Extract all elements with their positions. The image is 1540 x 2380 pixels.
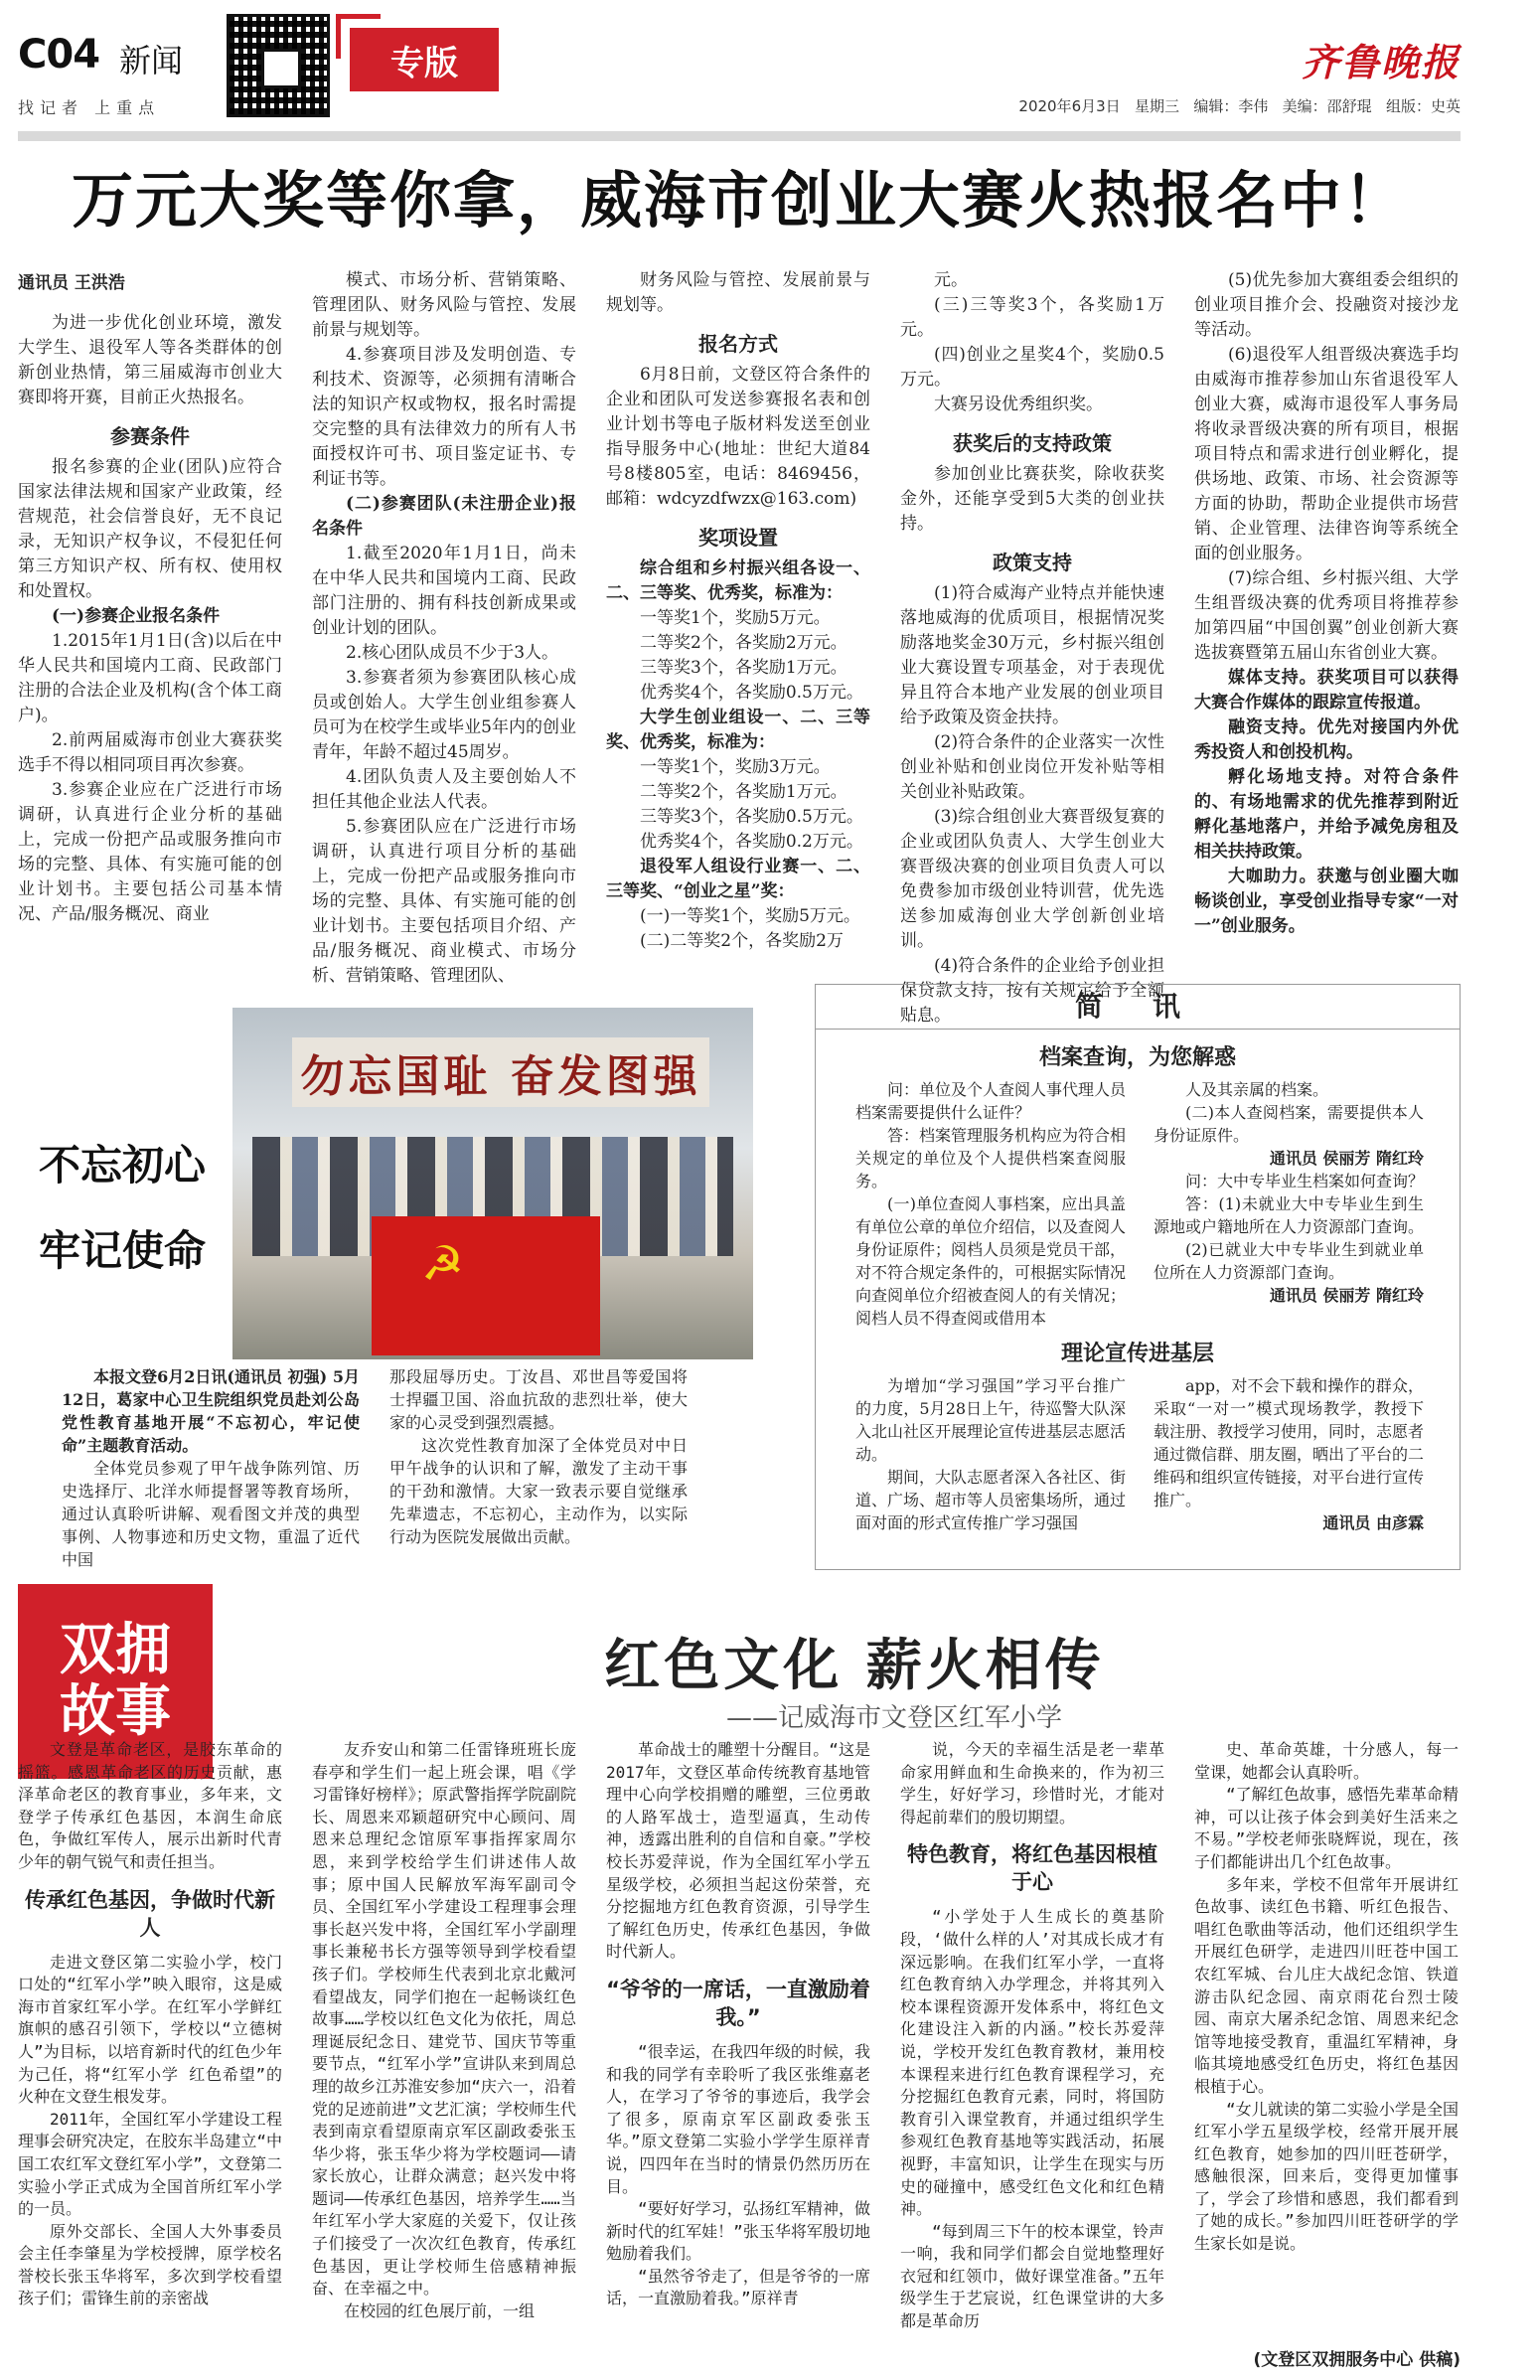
article-paragraph: “要好好学习，弘扬红军精神，做新时代的红军娃！”张玉华将军殷切地勉励着我们。 xyxy=(606,2199,870,2264)
article-paragraph: 优秀奖4个，各奖励0.2万元。 xyxy=(640,832,863,852)
article-column xyxy=(1194,1739,1459,2325)
article-paragraph: (四)创业之星奖4个，奖励0.5万元。 xyxy=(900,345,1164,390)
article-paragraph: 大咖助力。获邀与创业圈大咖畅谈创业，享受创业指导专家“一对一”创业服务。 xyxy=(1194,867,1459,936)
article-byline: 通讯员 王洪浩 xyxy=(18,273,125,293)
article-column xyxy=(606,268,870,964)
subheading: 特色教育，将红色基因根植于心 xyxy=(907,1842,1157,1895)
masthead xyxy=(18,14,1461,131)
masthead-tagline: 找记者 上重点 xyxy=(18,98,161,117)
article-column xyxy=(312,268,576,986)
article-paragraph: 3.参赛者须为参赛团队核心成员或创始人。大学生创业组参赛人员可为在校学生或毕业5年内的创业青年，年龄不超过45周岁。 xyxy=(312,668,576,762)
article-paragraph: (5)优先参加大赛组委会组织的创业项目推介会、投融资对接沙龙等活动。 xyxy=(1194,270,1459,340)
story-subtitle: ——记威海市文登区红军小学 xyxy=(725,1703,1062,1733)
photo-story-title-line: 不忘初心 xyxy=(38,1141,206,1190)
main-headline: 万元大奖等你拿，威海市创业大赛火热报名中！ xyxy=(71,164,1407,237)
story-body xyxy=(18,1739,1461,2345)
article-paragraph: “每到周三下午的校本课堂，铃声一响，我和同学们都会自觉地整理好衣冠和红领巾，做好课堂准备。”五年级学生于艺宸说，红色课堂讲的大多都是革命历 xyxy=(900,2221,1164,2331)
brief-item-body xyxy=(855,1078,1442,1327)
article-paragraph: 1.截至2020年1月1日，尚未在中华人民共和国境内工商、民政部门注册的、拥有科技创新成果或创业计划的团队。 xyxy=(312,544,576,638)
brief-item-title: 理论宣传进基层 xyxy=(1060,1342,1214,1366)
article-paragraph: “虽然爷爷走了，但是爷爷的一席话，一直激励着我。”原祥青 xyxy=(606,2266,870,2308)
article-paragraph: (一)一等奖1个，奖励5万元。 xyxy=(640,906,860,926)
article-paragraph: (2)已就业大中专毕业生到就业单位所在人力资源部门查询。 xyxy=(1154,1240,1424,1282)
article-paragraph: 答：(1)未就业大中专毕业生到生源地或户籍地所在人力资源部门查询。 xyxy=(1154,1194,1425,1236)
article-paragraph: 6月8日前，文登区符合条件的企业和团队可发送参赛报名表和创业计划书等电子版材料发送至创业指导服务中心(地址：世纪大道84号8楼805室，电话：8469456，邮箱：wdcyzdfwzx@163.com) xyxy=(606,365,870,509)
article-column xyxy=(855,1374,1126,1563)
article-column xyxy=(389,1365,688,1564)
article-column xyxy=(606,1739,870,2345)
section-heading: 参赛条件 xyxy=(110,424,190,448)
group-photo xyxy=(232,1008,753,1359)
photo-banner-text: 勿忘国耻 奋发图强 xyxy=(292,1037,709,1107)
article-paragraph: (二)参赛团队(未注册企业)报名条件 xyxy=(312,494,576,539)
story-credit: (文登区双拥服务中心 供稿) xyxy=(1253,2350,1461,2370)
article-paragraph: (一)参赛企业报名条件 xyxy=(52,606,221,626)
article-paragraph: 退役军人组设行业赛一、二、三等奖、“创业之星”奖： xyxy=(606,857,870,901)
article-paragraph: (3)综合组创业大赛晋级复赛的企业或团队负责人、大学生创业大赛晋级决赛的创业项目负责人可以免费参加市级创业特训营，优先选送参加威海创业大学创新创业培训。 xyxy=(900,807,1164,951)
brief-item-body xyxy=(855,1374,1442,1563)
article-column xyxy=(18,268,282,964)
article-paragraph: (2)符合条件的企业落实一次性创业补贴和创业岗位开发补贴等相关创业补贴政策。 xyxy=(900,732,1164,802)
editor-credit: 编辑：李伟 xyxy=(1193,97,1269,115)
article-column xyxy=(312,1739,576,2345)
article-paragraph: 财务风险与管控、发展前景与规划等。 xyxy=(606,270,870,315)
article-paragraph: (1)符合威海产业特点并能快速落地威海的优质项目，根据情况奖励落地奖金30万元，乡村振兴组创业大赛设置专项基金，对于表现优异且符合本地产业发展的创业项目给予政策及资金扶持。 xyxy=(900,583,1164,727)
article-paragraph: 三等奖3个，各奖励1万元。 xyxy=(640,658,847,678)
section-heading: 政策支持 xyxy=(993,551,1072,574)
article-column xyxy=(1194,268,1459,964)
article-paragraph: 一等奖1个，奖励5万元。 xyxy=(640,608,831,628)
article-paragraph: 报名参赛的企业(团队)应符合国家法律法规和国家产业政策，经营规范，社会信誉良好，无不良记录，无知识产权争议，不侵犯任何第三方知识产权、所有权、使用权和处置权。 xyxy=(18,457,282,601)
article-paragraph: 优秀奖4个，各奖励0.5万元。 xyxy=(640,683,863,703)
article-column xyxy=(62,1365,360,1569)
article-paragraph: 期间，大队志愿者深入各社区、街道、广场、超市等人员密集场所，通过面对面的形式宣传推广学习强国 xyxy=(855,1468,1127,1532)
article-paragraph: 二等奖2个，各奖励1万元。 xyxy=(640,782,847,802)
section-heading: 奖项设置 xyxy=(698,526,778,550)
qr-code-icon xyxy=(227,14,330,117)
correspondent-credit: 通讯员 由彦霖 xyxy=(1322,1513,1424,1532)
article-paragraph: 孵化场地支持。对符合条件的、有场地需求的优先推荐到附近孵化基地落户，并给予减免房租及相关扶持政策。 xyxy=(1194,767,1459,862)
article-paragraph: 大赛另设优秀组织奖。 xyxy=(934,395,1103,414)
photo-story-lead: 本报文登6月2日讯(通讯员 初强) 5月12日，葛家中心卫生院组织党员赴刘公岛党性教育基地开展“不忘初心，牢记使命”主题教育活动。 xyxy=(62,1367,360,1455)
article-column xyxy=(1154,1374,1424,1563)
brief-item-title: 档案查询，为您解惑 xyxy=(1038,1045,1236,1070)
layout-credit: 组版：史英 xyxy=(1385,97,1461,115)
article-paragraph: 答：档案管理服务机构应为符合相关规定的单位及个人提供档案查阅服务。 xyxy=(855,1126,1127,1190)
article-column xyxy=(900,1739,1164,2345)
article-paragraph: 原外交部长、全国人大外事委员会主任李肇星为学校授牌，原学校名誉校长张玉华将军，多次到学校看望孩子们；雷锋生前的亲密战 xyxy=(18,2221,282,2308)
article-paragraph: 问：单位及个人查阅人事代理人员档案需要提供什么证件？ xyxy=(855,1080,1127,1122)
article-paragraph: 5.参赛团队应在广泛进行市场调研，认真进行项目分析的基础上，完成一份把产品或服务推向市场的完整、具体、有实施可能的创业计划书。主要包括项目介绍、产品/服务概况、商业模式、市场分析、营销策略、管理团队、 xyxy=(312,817,576,986)
article-paragraph: 人及其亲属的档案。 xyxy=(1185,1080,1329,1099)
badge-line: 故事 xyxy=(60,1679,171,1744)
section-heading: 报名方式 xyxy=(698,332,778,356)
article-paragraph: 模式、市场分析、营销策略、管理团队、财务风险与管控、发展前景与规划等。 xyxy=(312,270,576,340)
designer-credit: 美编：邵舒琨 xyxy=(1282,97,1372,115)
article-column xyxy=(1154,1078,1424,1327)
article-paragraph: 综合组和乡村振兴组各设一、二、三等奖、优秀奖，标准为： xyxy=(606,558,870,603)
article-paragraph: 为增加“学习强国”学习平台推广的力度，5月28日上午，待巡警大队深入北山社区开展理论宣传进基层志愿活动。 xyxy=(855,1376,1127,1464)
article-paragraph: 在校园的红色展厅前，一组 xyxy=(344,2301,536,2320)
article-paragraph: 史、革命英雄，十分感人，每一堂课，她都会认真聆听。 xyxy=(1194,1740,1459,1782)
article-paragraph: 参加创业比赛获奖，除收获奖金外，还能享受到5大类的创业扶持。 xyxy=(900,464,1164,534)
masthead-divider xyxy=(18,131,1461,141)
subheading: “爷爷的一席话，一直激励着我。” xyxy=(606,1977,870,2029)
photo-story-title-line: 牢记使命 xyxy=(38,1226,206,1275)
article-paragraph: (7)综合组、乡村振兴组、大学生组晋级决赛的优秀项目将推荐参加第四届“中国创翼”创业创新大赛选拔赛暨第五届山东省创业大赛。 xyxy=(1194,568,1459,663)
badge-line: 双拥 xyxy=(60,1618,171,1683)
page-number: C04 xyxy=(18,32,100,78)
article-paragraph: 2011年，全国红军小学建设工程理事会研究决定，在胶东半岛建立“中国工农红军文登红军小学”，文登第二实验小学正式成为全国首所红军小学的一员。 xyxy=(18,2109,282,2219)
article-paragraph: (二)二等奖2个，各奖励2万 xyxy=(640,931,844,951)
article-paragraph: “了解红色故事，感悟先辈革命精神，可以让孩子体会到美好生活来之不易。”学校老师张晓辉说，现在，孩子们都能讲出几个红色故事。 xyxy=(1194,1785,1459,1871)
article-paragraph: (6)退役军人组晋级决赛选手均由威海市推荐参加山东省退役军人创业大赛，威海市退役军人事务局将收录晋级决赛的所有项目，根据项目特点和需求进行创业孵化，提供场地、政策、市场、社会资源等方面的协助，帮助企业提供市场营销、企业管理、法律咨询等系统全面的创业服务。 xyxy=(1194,345,1459,563)
photo-story-title xyxy=(18,1133,227,1278)
newspaper-brand-logo: 齐鲁晚报 xyxy=(1301,40,1461,84)
subheading: 传承红色基因，争做时代新人 xyxy=(25,1887,275,1940)
article-paragraph: 二等奖2个，各奖励2万元。 xyxy=(640,633,847,653)
correspondent-credit: 通讯员 侯丽芳 隋红玲 xyxy=(1269,1286,1424,1305)
article-paragraph: 4.团队负责人及主要创始人不担任其他企业法人代表。 xyxy=(312,767,576,812)
special-edition-label: 专版 xyxy=(350,28,499,91)
article-column xyxy=(18,1739,282,2345)
article-paragraph: (4)符合条件的企业给予创业担保贷款支持，按有关规定给予全额贴息。 xyxy=(900,956,1164,1026)
edition-meta xyxy=(1018,95,1461,116)
photo-story-paragraph: 那段屈辱历史。丁汝昌、邓世昌等爱国将士捍疆卫国、浴血抗敌的悲烈壮举，使大家的心灵受到强烈震撼。 xyxy=(389,1367,688,1432)
article-paragraph: 多年来，学校不但常年开展讲红色故事、读红色书籍、听红色报告、唱红色歌曲等活动，他们还组织学生开展红色研学，走进四川旺苍中国工农红军城、台儿庄大战纪念馆、铁道游击队纪念园、南京雨花台烈士陵园、南京大屠杀纪念馆、周恩来纪念馆等地接受教育，重温红军精神，身临其境地感受红色历史，将红色基因根植于心。 xyxy=(1194,1874,1459,2096)
issue-weekday: 星期三 xyxy=(1135,97,1180,115)
article-paragraph: 三等奖3个，各奖励0.5万元。 xyxy=(640,807,863,827)
article-paragraph: 一等奖1个，奖励3万元。 xyxy=(640,757,831,777)
article-paragraph: “女儿就读的第二实验小学是全国红军小学五星级学校，经常开展开展红色教育，她参加的四川旺苍研学，感触很深，回来后，变得更加懂事了，学会了珍惜和感恩，我们都看到了她的成长。”参加四川旺苍研学的学生家长如是说。 xyxy=(1194,2099,1459,2254)
brief-heading: 简 讯 xyxy=(1075,990,1200,1023)
article-paragraph: “小学处于人生成长的奠基阶段，‘做什么样的人’对其成长成才有深远影响。在我们红军小学，一直将红色教育纳入办学理念，并将其列入校本课程资源开发体系中，将红色文化建设注入新的内涵。”校长苏爱萍说，学校开发红色教育教材，兼用校本课程来进行红色教育课程学习，充分挖掘红色教育元素，同时，将国防教育引入课堂教育，并通过组织学生参观红色教育基地等实践活动，拓展视野，丰富知识，让学生在现实与历史的碰撞中，感受红色文化和红色精神。 xyxy=(900,1907,1164,2219)
article-paragraph: 为进一步优化创业环境，激发大学生、退役军人等各类群体的创新创业热情，第三届威海市创业大赛即将开赛，目前正火热报名。 xyxy=(18,313,282,407)
photo-story-text xyxy=(62,1365,797,1569)
article-paragraph: 4.参赛项目涉及发明创造、专利技术、资源等，必须拥有清晰合法的知识产权或物权，报名时需提交完整的具有法律效力的所有人书面授权许可书、项目鉴定证书、专利证书等。 xyxy=(312,345,576,489)
photo-story-paragraph: 这次党性教育加深了全体党员对中日甲午战争的认识和了解，激发了主动干事的干劲和激情。大家一致表示要自觉继承先辈遗志，不忘初心，主动作为，以实际行动为医院发展做出贡献。 xyxy=(389,1436,688,1546)
party-flag: ☭ xyxy=(372,1216,600,1355)
article-paragraph: 3.参赛企业应在广泛进行市场调研，认真进行企业分析的基础上，完成一份把产品或服务推向市场的完整、具体、有实施可能的创业计划书。主要包括公司基本情况、产品/服务概况、商业 xyxy=(18,780,282,924)
article-paragraph: 媒体支持。获奖项目可以获得大赛合作媒体的跟踪宣传报道。 xyxy=(1194,668,1459,713)
article-paragraph: 革命战士的雕塑十分醒目。“这是2017年，文登区革命传统教育基地管理中心向学校捐赠的雕塑，三位勇敢的人路军战士，造型逼真，生动传神，透露出胜利的自信和自豪。”学校校长苏爱萍说，作为全国红军小学五星级学校，必须担当起这份荣誉，充分挖掘地方红色教育资源，引导学生了解红色历史，传承红色基因，争做时代新人。 xyxy=(606,1740,870,1962)
article-paragraph: 2.前两届威海市创业大赛获奖选手不得以相同项目再次参赛。 xyxy=(18,730,282,775)
article-paragraph: 大学生创业组设一、二、三等奖、优秀奖，标准为： xyxy=(606,708,870,752)
section-heading: 获奖后的支持政策 xyxy=(953,431,1112,455)
article-paragraph: (一)单位查阅人事档案，应出具盖有单位公章的单位介绍信，以及查阅人身份证原件；阅档人员须是党员干部，对不符合规定条件的，可根据实际情况向查阅单位介绍被查阅人的有关情况；阅档人员不得查阅或借用本 xyxy=(855,1194,1127,1328)
news-brief-box xyxy=(815,984,1461,1570)
article-paragraph: “很幸运，在我四年级的时候，我和我的同学有幸聆听了我区张维嘉老人，在学习了爷爷的事迹后，我学会了很多，原南京军区副政委张玉华。”原文登第二实验小学学生原祥青说，四四年在当时的情景仍然历历在目。 xyxy=(606,2041,870,2196)
article-paragraph: 元。 xyxy=(934,270,968,290)
article-paragraph: 说，今天的幸福生活是老一辈革命家用鲜血和生命换来的，作为初三学生，好好学习，珍惜时光，才能对得起前辈们的殷切期望。 xyxy=(900,1740,1164,1826)
article-paragraph: 2.核心团队成员不少于3人。 xyxy=(346,643,559,663)
story-title: 红色文化 薪火相传 xyxy=(604,1633,1105,1698)
section-name: 新闻 xyxy=(119,42,184,79)
article-column xyxy=(855,1078,1126,1327)
article-paragraph: (三)三等奖3个，各奖励1万元。 xyxy=(900,295,1164,340)
article-paragraph: 融资支持。优先对接国内外优秀投资人和创投机构。 xyxy=(1194,717,1459,762)
issue-date: 2020年6月3日 xyxy=(1018,97,1121,115)
article-paragraph: 走进文登区第二实验小学，校门口处的“红军小学”映入眼帘，这是威海市首家红军小学。在红军小学鲜红旗帜的感召引领下，学校以“立德树人”为目标，以培育新时代的红色少年为己任，将“红军小学 红色希望”的火种在文登生根发芽。 xyxy=(18,1952,282,2107)
article-paragraph: 1.2015年1月1日(含)以后在中华人民共和国境内工商、民政部门注册的合法企业及机构(含个体工商户)。 xyxy=(18,631,282,725)
article-paragraph: 友乔安山和第二任雷锋班班长庞春亭和学生们一起上班会课，唱《学习雷锋好榜样》；原武警指挥学院副院长、周恩来邓颖超研究中心顾问、周恩来总理纪念馆原军事指挥家周尔恩，来到学校给学生们讲述伟人故事；原中国人民解放军海军副司令员、全国红军小学建设工程理事会理事长赵兴发中将，全国红军小学副理事长兼秘书长方强等领导到学校看望孩子们。学校师生代表到北京北戴河看望战友，同学们抱在一起畅谈红色故事……学校以红色文化为依托，周总理诞辰纪念日、建党节、国庆节等重要节点，“红军小学”宣讲队来到周总理的故乡江苏淮安参加“庆六一，沿着党的足迹前进”文艺汇演；学校师生代表到南京看望原南京军区副政委张玉华少将，张玉华少将为学校题词——请家长放心，让群众满意；赵兴发中将题词——传承红色基因，培养学生……当年红军小学大家庭的关爱下，仅让孩子们接受了一次次红色教育，传承红色基因，更让学校师生倍感精神振奋、在幸福之中。 xyxy=(312,1740,576,2299)
photo-story-paragraph: 全体党员参观了甲午战争陈列馆、历史选择厅、北洋水师提督署等教育场所，通过认真聆听讲解、观看图文并茂的典型事例、人物事迹和历史文物，重温了近代中国 xyxy=(62,1459,360,1569)
article-paragraph: (二)本人查阅档案，需要提供本人身份证原件。 xyxy=(1154,1103,1424,1145)
article-paragraph: 问：大中专毕业生档案如何查询？ xyxy=(1185,1172,1425,1190)
article-paragraph: 文登是革命老区，是胶东革命的摇篮。感恩革命老区的历史贡献，惠泽革命老区的教育事业，多年来，文登学子传承红色基因，本润生命底色，争做红军传人，展示出新时代青少年的朝气锐气和责任担当。 xyxy=(18,1740,282,1871)
correspondent-credit: 通讯员 侯丽芳 隋红玲 xyxy=(1269,1149,1424,1168)
article-paragraph: app，对不会下载和操作的群众，采取“一对一”模式现场教学，教授下载注册、教授学习使用，同时，志愿者通过微信群、朋友圈，晒出了平台的二维码和组织宣传链接，对平台进行宣传推广。 xyxy=(1154,1376,1425,1509)
